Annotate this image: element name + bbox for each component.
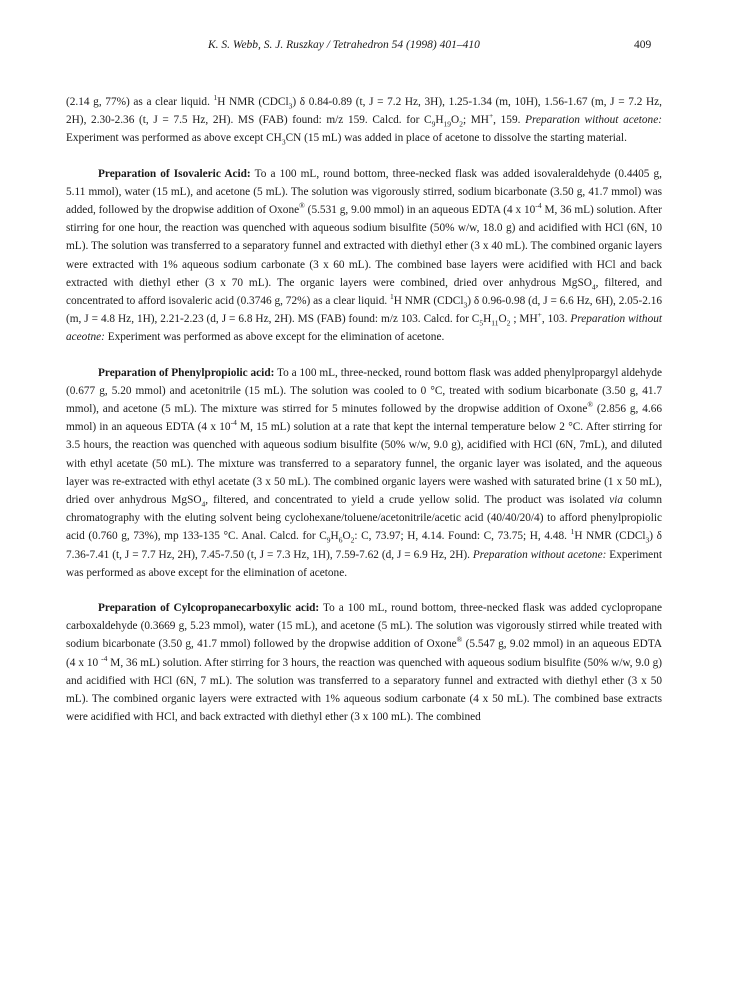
section-heading: Preparation of Phenylpropiolic acid:: [98, 366, 275, 379]
section-heading: Preparation of Cylcopropanecarboxylic acid:: [98, 602, 320, 615]
paragraph-isovaleric-acid: Preparation of Isovaleric Acid: To a 100 mL, round bottom, three-necked flask was added isovaleraldehyde (0.4405 g, 5.11 mmol), water (15 mL), and acetone (5 mL). The solution was vigorously stirred, sodium bicarbonate (3.50 g, 41.7 mmol) was added, followed by the dropwise addition of Oxone® (5.531 g, 9.00 mmol) in an aqueous EDTA (4 x $10^{-4}$ M, 36 mL) solution. After stirring for one hour, the reaction was quenched with aqueous sodium bisulfite (50% w/w, 18.0 g) and acidified with HCl (6N, 10 mL). The solution was transferred to a separatory funnel and extracted with diethyl ether (3 x 40 mL). The combined organic layers were extracted with 1% aqueous sodium carbonate (3 x 60 mL). The combined base layers were acidified with HCl and back extracted with diethyl ether (3 x 70 mL). The organic layers were combined, dried over anhydrous MgSO$_4$, filtered, and concentrated to afford isovaleric acid (0.3746 g, 72%) as a clear liquid. $^1$H NMR (CDCl$_3$) δ 0.96-0.98 (d, J = 6.6 Hz, 6H), 2.05-2.16 (m, J = 4.8 Hz, 1H), 2.21-2.23 (d, J = 6.8 Hz, 2H). MS (FAB) found: m/z 103. Calcd. for $C_5H_{11}O_2$ ; MH+, 103. Preparation without aceotne: Experiment was performed as above except for the elimination of acetone.: [66, 167, 663, 344]
section-heading: Preparation of Isovaleric Acid:: [98, 167, 251, 180]
paragraph-cyclopropanecarboxylic-acid: Preparation of Cylcopropanecarboxylic acid: To a 100 mL, round bottom, three-necked flask was added cyclopropane carboxaldehyde (0.3669 g, 5.23 mmol), water (15 mL), and acetone (5 mL). The solution was vigorously stirred while treated with sodium bicarbonate (3.50 g, 41.7 mmol) followed by the dropwise addition of Oxone® (5.547 g, 9.02 mmol) in an aqueous EDTA (4 x 10 $^{-4}$ M, 36 mL) solution. After stirring for 3 hours, the reaction was quenched with aqueous sodium bisulfite (50% w/w, 9.0 g) and acidified with HCl (6N, 7 mL). The solution was transferred to a separatory funnel and extracted with diethyl ether (3 x 50 mL). The combined organic layers were extracted with 1% aqueous sodium carbonate (4 x 50 mL). The combined base extracts were acidified with HCl, and back extracted with diethyl ether (3 x 100 mL). The combined: [66, 602, 662, 724]
running-header: K. S. Webb, S. J. Ruszkay / Tetrahedron 54 (1998) 401–410: [208, 39, 480, 51]
paragraph-nonanoic-acid-continued: (2.14 g, 77%) as a clear liquid. $^1$H NMR (CDCl$_3$) δ 0.84-0.89 (t, J = 7.2 Hz, 3H), 1.25-1.34 (m, 10H), 1.56-1.67 (m, J = 7.2 Hz, 2H), 2.30-2.36 (t, J = 7.5 Hz, 2H). MS (FAB) found: m/z 159. Calcd. for $C_9H_{19}O_2$; MH+, 159. Preparation without acetone: Experiment was performed as above except $CH_3CN$ (15 mL) was added in place of acetone to dissolve the starting material.: [66, 93, 662, 147]
article-body: [66, 93, 662, 727]
paragraph-phenylpropiolic-acid: Preparation of Phenylpropiolic acid: To a 100 mL, three-necked, round bottom flask was added phenylpropargyl aldehyde (0.677 g, 5.20 mmol) and acetonitrile (15 mL). The solution was cooled to 0 °C, treated with sodium bicarbonate (3.50 g, 41.7 mmol), and acetone (5 mL). The mixture was stirred for 5 minutes followed by the dropwise addition of Oxone® (2.856 g, 4.66 mmol) in an aqueous EDTA (4 x $10^{-4}$ M, 15 mL) solution at a rate that kept the internal temperature below 2 °C. After stirring for 3.5 hours, the reaction was quenched with aqueous sodium bisulfite (50% w/w, 9.0 g), acidified with HCl (6N, 7mL), and diluted with ethyl acetate (50 mL). The mixture was transferred to a separatory funnel, the organic layer was isolated, and the aqueous layer was re-extracted with ethyl acetate (3 x 50 mL). The combined organic layers were washed with saturated brine (1 x 50 mL), dried over anhydrous MgSO$_4$, filtered, and concentrated to yield a crude yellow solid. The product was isolated via column chromatography with the eluting solvent being cyclohexane/toluene/acetonitrile/acetic acid (40/40/20/4) to afford phenylpropiolic acid (0.760 g, 73%), mp 133-135 °C. Anal. Calcd. for $C_9H_6O_2$: C, 73.97; H, 4.14. Found: C, 73.75; H, 4.48. $^1$H NMR (CDCl$_3$) δ 7.36-7.41 (t, J = 7.7 Hz, 2H), 7.45-7.50 (t, J = 7.3 Hz, 1H), 7.59-7.62 (d, J = 6.9 Hz, 2H). Preparation without acetone: Experiment was performed as above except for the elimination of acetone.: [66, 366, 663, 579]
page-number: 409: [634, 39, 652, 51]
